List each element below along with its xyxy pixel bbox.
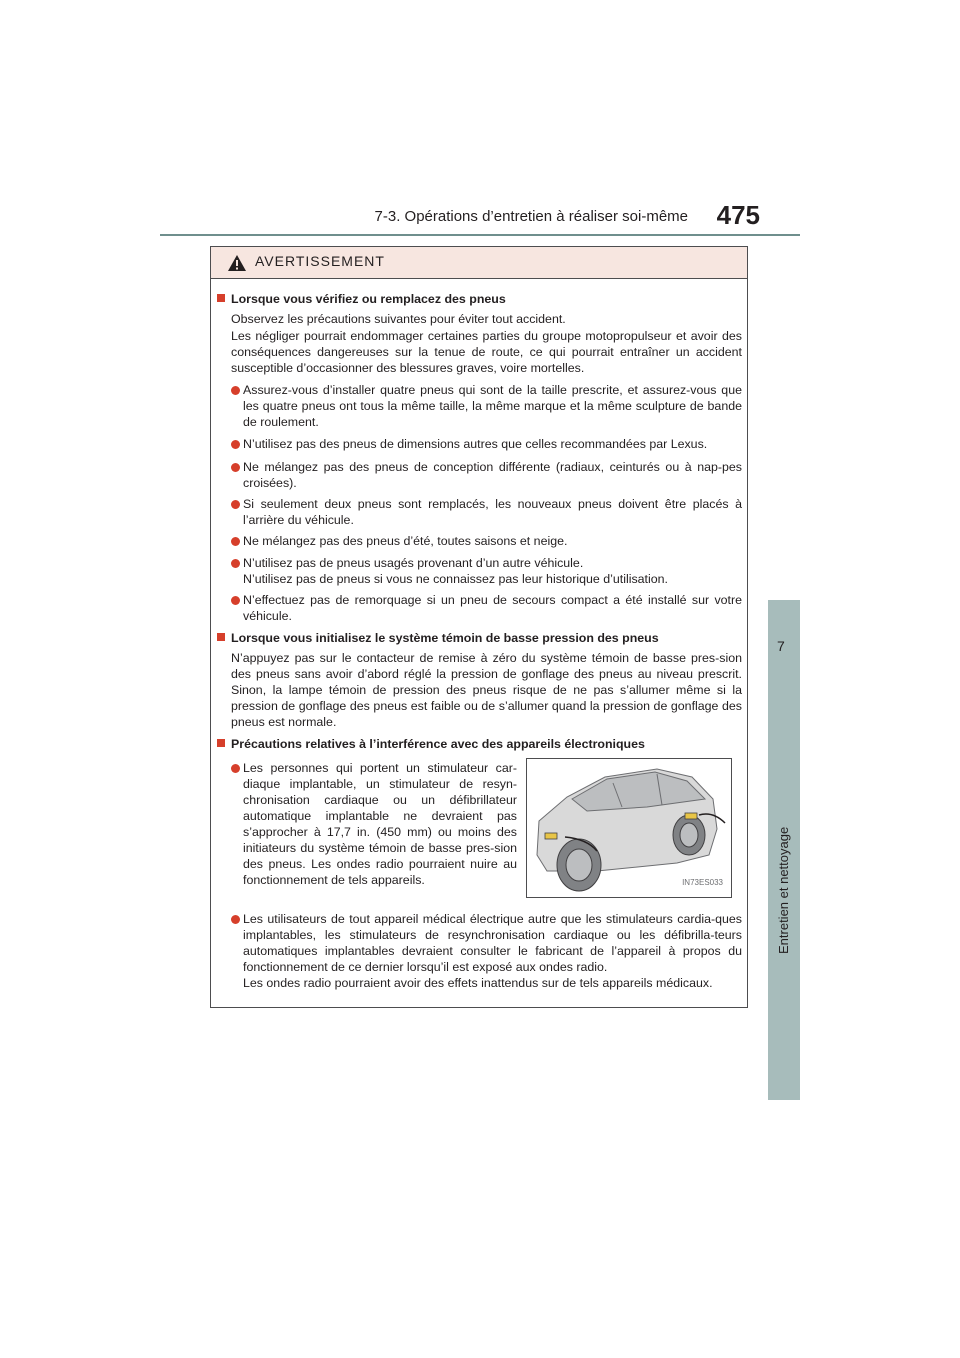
chapter-label: Entretien et nettoyage — [776, 826, 791, 954]
illustration-code: IN73ES033 — [682, 878, 723, 887]
bullet-icon — [231, 537, 240, 546]
section-heading-tire-check: Lorsque vous vérifiez ou remplacez des pneus — [217, 291, 506, 307]
warning-triangle-icon — [227, 254, 247, 272]
heading-square-icon — [217, 633, 225, 641]
page-number: 475 — [716, 200, 760, 230]
bullet-icon — [231, 596, 240, 605]
warning-title: AVERTISSEMENT — [255, 253, 385, 269]
paragraph: N’appuyez pas sur le contacteur de remise à zéro du système témoin de basse pres-sion des pneus sans avoir d’abord réglé la pression de gonflage des pneus au niveau prescrit. Sinon, la lampe témoin de pression des pneus risque de ne pas s’allumer même si la pression de gonflage des pneus est faible ou de s’allumer quand la pression de gonflage des pneus est normale. — [231, 651, 742, 729]
heading-square-icon — [217, 739, 225, 747]
chapter-number: 7 — [777, 638, 785, 654]
section-heading-interference: Précautions relatives à l’interférence avec des appareils électroniques — [217, 736, 645, 752]
page-header — [160, 200, 800, 236]
bullet-icon — [231, 764, 240, 773]
bullet-icon — [231, 386, 240, 395]
bullet-icon — [231, 559, 240, 568]
bullet-icon — [231, 915, 240, 924]
paragraph: Les négliger pourrait endommager certaines parties du groupe motopropulseur et avoir des conséquences dangereuses sur la tenue de route, ce qui pourrait entraîner un accident susceptible d’occasionner des blessures graves, voire mortelles. — [231, 329, 742, 375]
bullet-icon — [231, 440, 240, 449]
heading-square-icon — [217, 294, 225, 302]
car-illustration — [526, 758, 732, 898]
section-title: 7-3. Opérations d’entretien à réaliser soi-même — [374, 208, 688, 225]
bullet-icon — [231, 463, 240, 472]
warning-box: AVERTISSEMENT Lorsque vous vérifiez ou remplacez des pneus Observez les précautions suivantes pour éviter tout accident. Les négliger pourrait endommager certaines parties du groupe motopropulseur et avoir des conséquences dangereuses sur la tenue de route, ce qui pourrait entraîner un accident susceptible d’occasionner des blessures graves, voire mortelles. Assurez-vous d’installer quatre pneus qui sont de la taille prescrite, et assurez-vous que les quatre pneus ont tous la même taille, la même marque et la même sculpture de bande de roulement. N’utilisez pas des pneus de dimensions autres que celles recommandées par Lexus. Ne mélangez pas des pneus de conception différente (radiaux, ceinturés ou à nap-pes croisées). Si seulement deux pneus sont remplacés, les nouveaux pneus doivent être placés à l’arrière du véhicule. Ne mélangez pas des pneus d’été, toutes saisons et neige. N’utilisez pas de pneus usagés provenant d’un autre véhicule. N’utilisez pas de pneus si vous ne connaissez pas leur historique d’utilisation. N’effectuez pas de remorquage si un pneu de secours compact a été installé sur votre véhicule. Lorsque vous initialisez le système témoin de basse pression des pneus N’appuyez pas sur le contacteur de remise à zéro du système témoin de basse pres-sion des pneus sans avoir d’abord réglé la pression de gonflage des pneus au niveau prescrit. Sinon, la lampe témoin de pression des pneus risque de ne pas s’allumer même si la pression de gonflage des pneus est faible ou de s’allumer quand la pression de gonflage des pneus est normale. Précautions relatives à l’interférence avec des appareils électroniques Les personnes qui portent un stimulateur car-diaque implantable, un stimulateur de resyn-chronisation cardiaque ou un défibrillateur automatique implantable ne devraient pas s’approcher à 17,7 in. (450 mm) ou moins des initiateurs du système témoin de basse pres-sion des pneus. Les ondes radio pourraient nuire au fonctionnement de tels appareils. IN73ES033 Les utilisateurs de tout appareil médical électrique autre que les stimulateurs cardia-ques implantables, les stimulateurs de resynchronisation cardiaque ou les défibrilla-teurs automatiques implantables devraient consulter le fabricant de l’appareil à propos du fonctionnement de ce dernier lorsqu’il est exposé aux ondes radio. Les ondes radio pourraient avoir des effets inattendus sur de tels appareils médicaux. — [210, 246, 748, 1008]
warning-header — [211, 247, 747, 279]
paragraph: Observez les précautions suivantes pour éviter tout accident. — [231, 312, 566, 326]
section-heading-tpms-init: Lorsque vous initialisez le système témoin de basse pression des pneus — [217, 630, 659, 646]
bullet-icon — [231, 500, 240, 509]
